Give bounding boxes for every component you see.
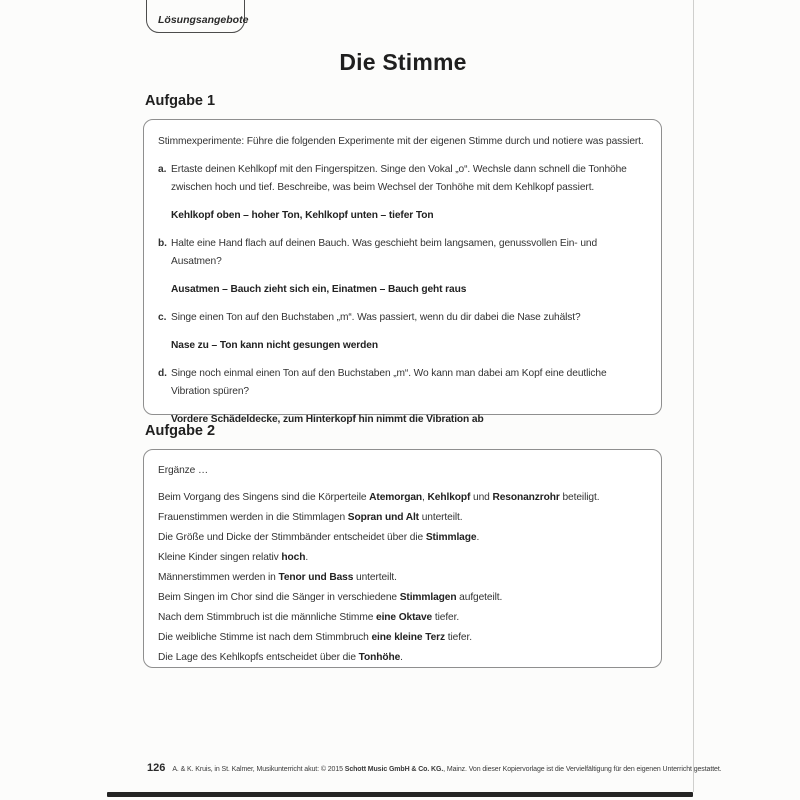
question-text: Halte eine Hand flach auf deinen Bauch. Was geschieht beim langsamen, genussvollen Ein- und Ausatmen? <box>171 238 598 267</box>
statement-answer: Stimmlagen <box>399 592 457 603</box>
answer-text: Kehlkopf oben – hoher Ton, Kehlkopf unten – tiefer Ton <box>171 210 434 221</box>
task2-box <box>143 449 662 668</box>
statement <box>158 589 647 606</box>
page-footer <box>147 762 722 774</box>
statement <box>158 649 647 666</box>
statement <box>158 509 647 526</box>
question-text: Ertaste deinen Kehlkopf mit den Fingerspitzen. Singe den Vokal „o“. Wechsle dann schnell die Tonhöhe zwischen hoch und tief. Beschreibe, was beim Wechsel der Tonhöhe mit dem Kehlkopf passiert. <box>171 164 627 193</box>
statement-text: . <box>305 552 309 563</box>
credit-suffix: , Mainz. Von dieser Kopiervorlage ist die Vervielfältigung für den eigenen Unterricht gestattet. <box>443 766 722 773</box>
question-letter: d. <box>158 368 167 379</box>
statement-text: unterteilt. <box>418 512 463 523</box>
statement-answer: eine kleine Terz <box>371 632 446 643</box>
statement <box>158 569 647 586</box>
task1-intro: Stimmexperimente: Führe die folgenden Experimente mit der eigenen Stimme durch und notiere was passiert. <box>158 136 644 147</box>
question-item <box>158 235 647 271</box>
answer-text: Vordere Schädeldecke, zum Hinterkopf hin nimmt die Vibration ab <box>171 414 484 425</box>
statement-answer: Tenor und Bass <box>278 572 354 583</box>
statement-text: Frauenstimmen werden in die Stimmlagen <box>158 512 348 523</box>
question-letter: b. <box>158 238 167 249</box>
answer-text: Nase zu – Ton kann nicht gesungen werden <box>171 340 378 351</box>
statement-answer: Kehlkopf <box>427 492 471 503</box>
statement-text: Nach dem Stimmbruch ist die männliche Stimme <box>158 612 377 623</box>
task1-items <box>158 161 647 429</box>
statement-text: tiefer. <box>432 612 460 623</box>
question-text: Singe einen Ton auf den Buchstaben „m“. Was passiert, wenn du dir dabei die Nase zuhälst? <box>171 312 581 323</box>
solutions-tab <box>146 0 249 33</box>
page-right-edge <box>693 0 694 792</box>
statement-text: tiefer. <box>445 632 472 643</box>
statement-answer: Stimmlage <box>425 532 477 543</box>
statement-text: , <box>422 492 428 503</box>
copyright-credit <box>172 766 721 773</box>
question-item <box>158 161 647 197</box>
statement-answer: Resonanzrohr <box>492 492 560 503</box>
question-item <box>158 365 647 401</box>
question-item <box>158 309 647 327</box>
task1-heading: Aufgabe 1 <box>145 93 216 109</box>
statement-text: Die Lage des Kehlkopfs entscheidet über die <box>158 652 359 663</box>
statement <box>158 489 647 506</box>
statement-answer: hoch <box>281 552 306 563</box>
page-title: Die Stimme <box>339 49 467 75</box>
statement-text: aufgeteilt. <box>456 592 503 603</box>
statement-text: Beim Vorgang des Singens sind die Körperteile <box>158 492 370 503</box>
statement-text: Die weibliche Stimme ist nach dem Stimmbruch <box>158 632 372 643</box>
statement <box>158 549 647 566</box>
credit-publisher: Schott Music GmbH & Co. KG. <box>344 766 444 773</box>
statement-text: beteiligt. <box>559 492 600 503</box>
question-text: Singe noch einmal einen Ton auf den Buchstaben „m“. Wo kann man dabei am Kopf eine deutliche Vibration spüren? <box>171 368 607 397</box>
task2-heading: Aufgabe 2 <box>145 423 216 439</box>
statement <box>158 529 647 546</box>
task1-box <box>143 119 662 425</box>
statement-text: unterteilt. <box>353 572 397 583</box>
task2-statements <box>158 489 647 666</box>
page-number: 126 <box>147 762 166 774</box>
credit-prefix: A. & K. Kruis, in St. Kalmer, Musikunterricht akut: © 2015 <box>172 766 345 773</box>
statement-text: Beim Singen im Chor sind die Sänger in verschiedene <box>158 592 400 603</box>
statement-answer: Atemorgan <box>369 492 423 503</box>
question-letter: c. <box>158 312 167 323</box>
statement-answer: Sopran und Alt <box>347 512 419 523</box>
statement-text: Männerstimmen werden in <box>158 572 279 583</box>
statement-text: . <box>476 532 480 543</box>
statement-text: . <box>400 652 403 663</box>
statement-text: Die Größe und Dicke der Stimmbänder entscheidet über die <box>158 532 426 543</box>
scan-bottom-edge <box>107 792 693 797</box>
task2-intro: Ergänze … <box>158 465 209 476</box>
statement <box>158 609 647 626</box>
statement-answer: eine Oktave <box>376 612 433 623</box>
statement-answer: Tonhöhe <box>358 652 401 663</box>
statement <box>158 629 647 646</box>
statement-text: Kleine Kinder singen relativ <box>158 552 282 563</box>
question-letter: a. <box>158 164 167 175</box>
statement-text: und <box>470 492 493 503</box>
answer-text: Ausatmen – Bauch zieht sich ein, Einatmen – Bauch geht raus <box>171 284 467 295</box>
solutions-tab-label: Lösungsangebote <box>158 14 249 26</box>
